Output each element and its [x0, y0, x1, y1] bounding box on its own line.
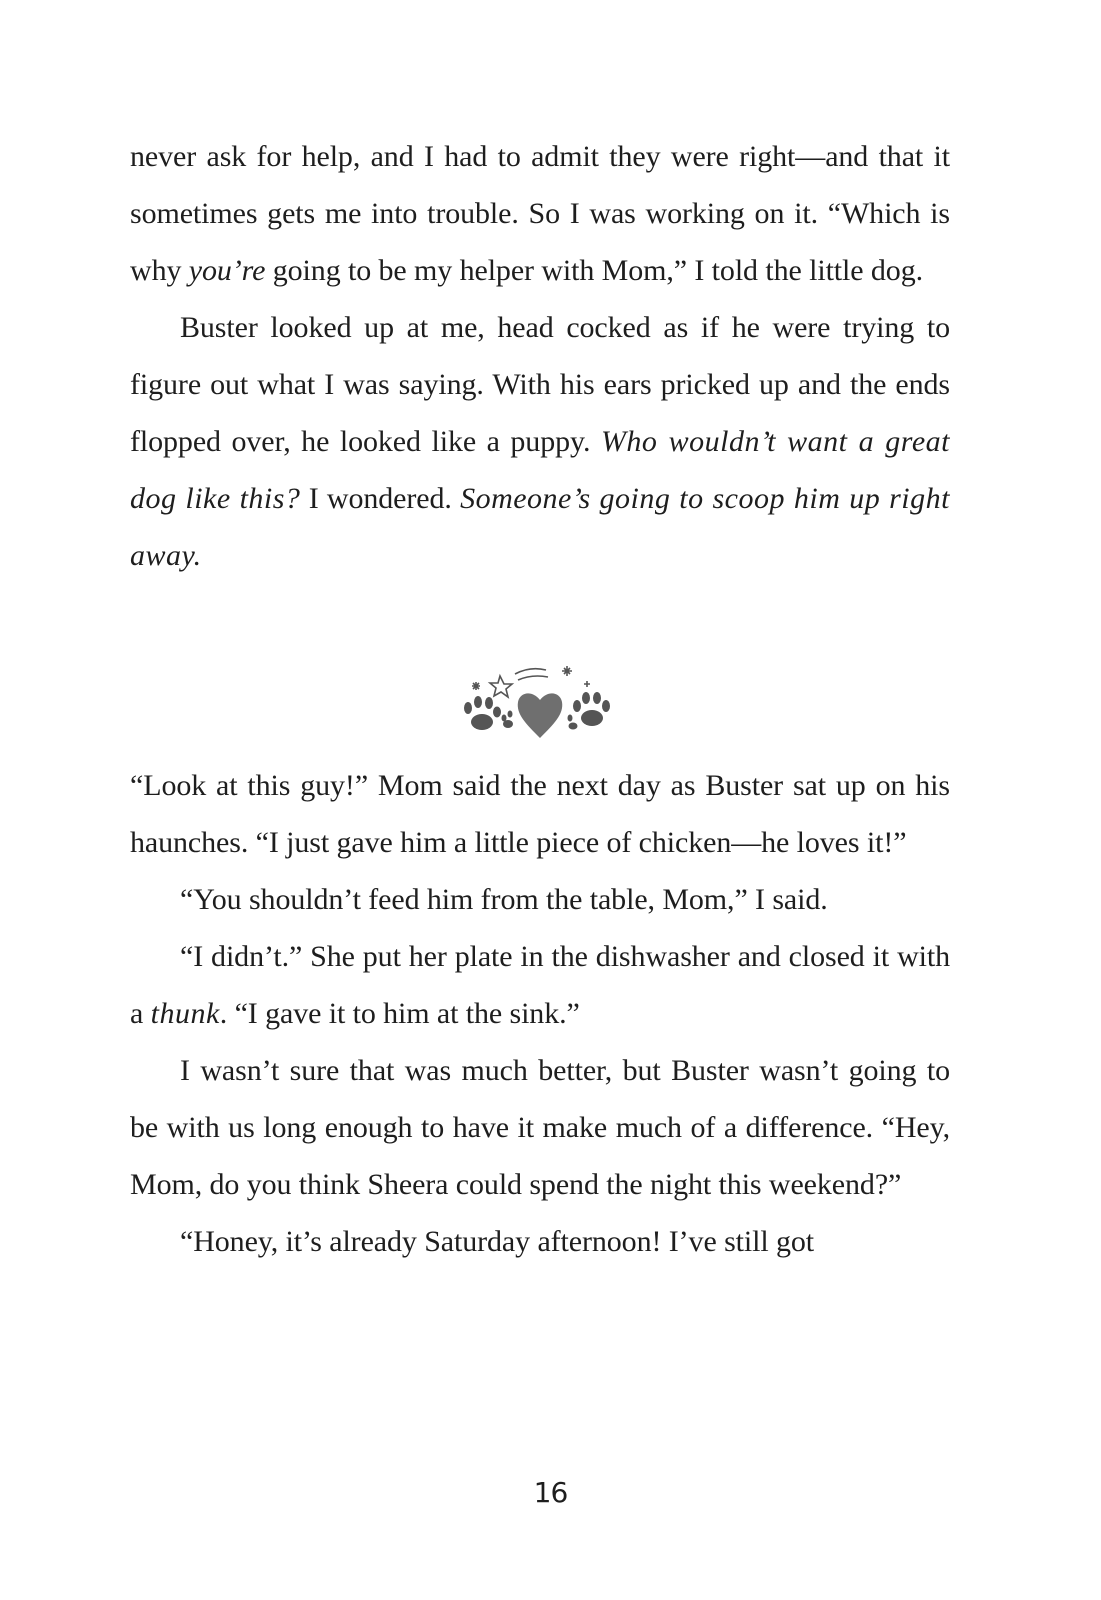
paragraph [130, 928, 950, 1042]
text-run: thunk [150, 997, 220, 1030]
body-text-top [130, 128, 950, 584]
text-run: . “I gave it to him at the sink.” [219, 997, 580, 1030]
text-run: Someone’s going to scoop him up right away. [130, 482, 950, 572]
body-text-bottom [130, 757, 950, 1270]
text-run: Who wouldn’t want a great dog like this? [130, 425, 950, 515]
right-paw-icon [573, 692, 610, 726]
heart-icon [518, 693, 563, 738]
text-run: going to be my helper with Mom,” I told the little dog. [265, 254, 923, 287]
text-run: Buster looked up at me, head cocked as if he were trying to figure out what I was saying. With his ears pricked up and the ends flopped over, he looked like a puppy. [130, 311, 950, 458]
text-run: “You shouldn’t feed him from the table, Mom,” I said. [180, 883, 828, 916]
paragraph [130, 1213, 950, 1270]
paragraph [130, 1042, 950, 1213]
paragraph [130, 757, 950, 871]
text-run: you’re [188, 254, 266, 287]
text-run: “Look at this guy!” Mom said the next day as Buster sat up on his haunches. “I just gave him a little piece of chicken—he loves it!” [130, 769, 950, 859]
text-run: I wondered. [300, 482, 461, 515]
sparkle-stars-icon [472, 666, 590, 697]
paw-heart-ornament [460, 660, 620, 744]
text-run: “I didn’t.” She put her plate in the dishwasher and closed it with a [130, 940, 950, 1030]
paragraph [130, 128, 950, 299]
page-number: 16 [533, 1476, 568, 1509]
paragraph [130, 299, 950, 584]
paragraph [130, 871, 950, 928]
left-paw-icon [464, 696, 501, 730]
text-run: “Honey, it’s already Saturday afternoon! I’ve still got [180, 1225, 815, 1258]
text-run: never ask for help, and I had to admit they were right—and that it sometimes gets me into trouble. So I was working on it. “Which is why [130, 140, 950, 287]
text-run: I wasn’t sure that was much better, but Buster wasn’t going to be with us long enough to have it make much of a difference. “Hey, Mom, do you think Sheera could spend the night this weekend?” [130, 1054, 950, 1201]
